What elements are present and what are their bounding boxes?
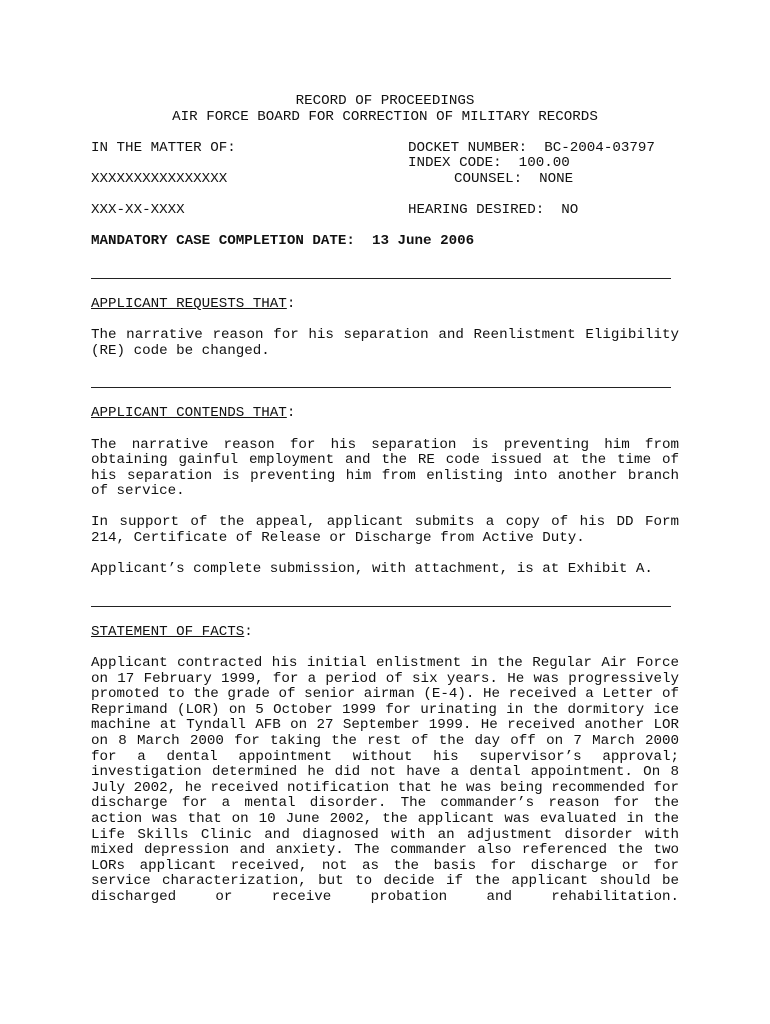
contends-paragraph-2: In support of the appeal, applicant submits a copy of his DD Form 214, Certificate of Release or Discharge from Active Duty. [91, 514, 679, 547]
case-row-3 [91, 172, 679, 188]
case-row-4 [91, 203, 679, 219]
contends-paragraph-1: The narrative reason for his separation is preventing him from obtaining gainful employment and the RE code issued at the time of his separation is preventing him from enlisting into another branch of service. [91, 436, 679, 500]
completion-date-row [91, 234, 679, 250]
contends-heading-line: APPLICANT CONTENDS THAT: [91, 405, 296, 422]
case-row-2 [91, 156, 679, 172]
completion-date: 13 June 2006 [371, 233, 475, 250]
matter-label: IN THE MATTER OF: [91, 139, 236, 156]
counsel: COUNSEL: NONE [454, 170, 574, 187]
facts-heading: STATEMENT OF FACTS [91, 623, 245, 640]
applicant-ssn: XXX-XX-XXXX [91, 202, 185, 219]
board-title: AIR FORCE BOARD FOR CORRECTION OF MILITARY RECORDS [172, 108, 598, 125]
case-row-1 [91, 141, 679, 157]
facts-paragraph-1: Applicant contracted his initial enlistment in the Regular Air Force on 17 February 1999, for a period of six years. He was progressively promoted to the grade of senior airman (E-4). He received a Letter of Reprimand (LOR) on 5 October 1999 for urinating in the dormitory ice machine at Tyndall AFB on 27 September 1999. He received another LOR on 8 March 2000 for taking the rest of the day off on 7 March 2000 for a dental appointment without his supervisor’s approval; investigation determined he did not have a dental appointment. On 8 July 2002, he received notification that he was being recommended for discharge for a mental disorder. The commander’s reason for the action was that on 10 June 2002, the applicant was evaluated in the Life Skills Clinic and diagnosed with an adjustment disorder with mixed depression and anxiety. The commander also referenced the two LORs applicant received, not as the basis for discharge or for service characterization, but to decide if the applicant should be discharged or receive probation and rehabilitation. [91, 655, 679, 905]
requests-heading: APPLICANT REQUESTS THAT [91, 295, 287, 312]
hearing-desired: HEARING DESIRED: NO [408, 202, 579, 219]
applicant-name: XXXXXXXXXXXXXXXX [91, 170, 228, 187]
completion-label: MANDATORY CASE COMPLETION DATE: [91, 233, 355, 250]
contends-paragraph-3: Applicant’s complete submission, with attachment, is at Exhibit A. [91, 561, 653, 578]
index-code: INDEX CODE: 100.00 [408, 155, 570, 172]
requests-heading-line: APPLICANT REQUESTS THAT: [91, 295, 296, 312]
record-title: RECORD OF PROCEEDINGS [295, 93, 475, 109]
document-page [91, 94, 679, 906]
docket-number: DOCKET NUMBER: BC-2004-03797 [408, 139, 655, 156]
facts-heading-line: STATEMENT OF FACTS: [91, 623, 253, 640]
requests-text: The narrative reason for his separation and Reenlistment Eligibility (RE) code be changed. [91, 327, 679, 359]
contends-heading: APPLICANT CONTENDS THAT [91, 405, 287, 422]
